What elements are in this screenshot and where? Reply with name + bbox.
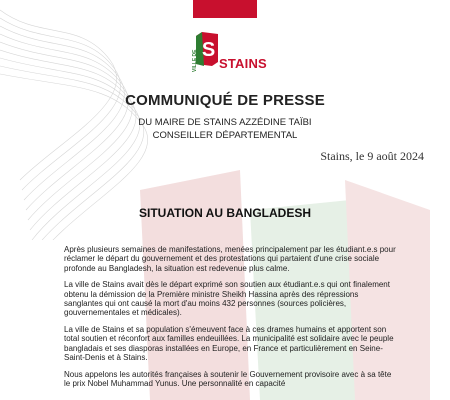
stains-logo xyxy=(192,32,272,78)
body-paragraph: La ville de Stains et sa population s'émeuvent face à ces drames humains et apportent son total soutien et réconfort aux familles endeuillées. La municipalité est solidaire avec le peuple bangladais et ses diasporas installées en Europe, en France et particulièrement en Seine-Saint-Denis et à Stains. xyxy=(64,325,394,362)
body-paragraph: Après plusieurs semaines de manifestations, menées principalement par les étudiant.e.s pour réclamer le départ du gouvernement et des protestations qui partaient d'une crise sociale profonde au Bangladesh, la situation est redevenue plus calme. xyxy=(64,245,396,273)
document-date: Stains, le 9 août 2024 xyxy=(320,149,424,163)
section-heading: SITUATION AU BANGLADESH xyxy=(139,206,311,220)
document-title: COMMUNIQUÉ DE PRESSE xyxy=(125,92,325,109)
stains-s-mark-icon xyxy=(196,32,218,66)
body-paragraph: Nous appelons les autorités françaises à soutenir le Gouvernement provisoire avec à sa tête le prix Nobel Muhammad Yunus. Une personnalité en capacité xyxy=(64,369,392,389)
logo-prefix: VILLE DE xyxy=(192,49,198,72)
body-text xyxy=(64,245,396,396)
logo-mark-letter: S xyxy=(201,39,216,61)
document-subtitle-line1: DU MAIRE DE STAINS AZZÉDINE TAÏBI xyxy=(138,117,312,128)
top-red-bar xyxy=(193,0,257,18)
body-paragraph: La ville de Stains avait dès le départ exprimé son soutien aux étudiant.e.s qui ont finalement obtenu la démission de la Première ministre Sheikh Hassina après des répressions sanglantes qui ont causé la mort d'au moins 432 personnes (sources policières, gouvernementales et médicales). xyxy=(64,280,390,318)
logo-name: STAINS xyxy=(219,56,267,71)
document-subtitle-line2: CONSEILLER DÉPARTEMENTAL xyxy=(152,130,298,141)
